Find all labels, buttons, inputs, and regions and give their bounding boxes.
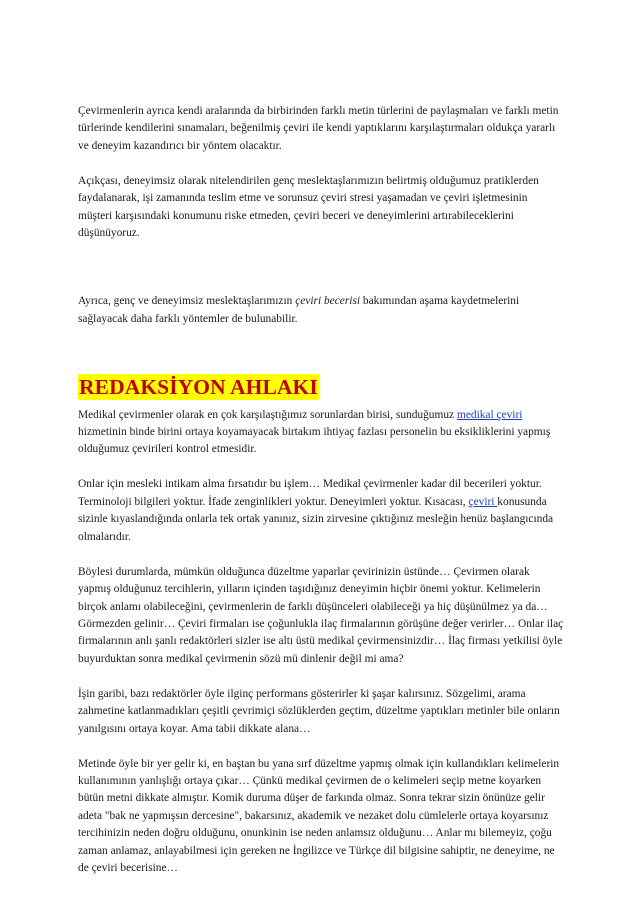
paragraph-7: İşin garibi, bazı redaktörler öyle ilginç performans gösterirler ki şaşar kalırsınız. Sözgelimi, arama zahmetine katlanmadıkları çeşitli çevrimiçi sözlüklerden geçtim, düzeltme yaptıkları metinler bile onların yanılgısını ortaya koyar. Ama tabii dikkate alana… <box>78 687 560 735</box>
italic-term: çeviri becerisi <box>295 295 361 308</box>
paragraph-5-text-b: konusunda sizinle kıyaslandığında onlarla tek ortak yanınız, sizin zirvesine çıktığınız mesleğin henüz başlangıcında olmalarıdır. <box>78 495 554 543</box>
paragraph-5-text-a: Onlar için mesleki intikam alma fırsatıdır bu işlem… Medikal çevirmenler kadar dil becerileri yoktur. Terminoloji bilgileri yoktur. İfade zenginlikleri yoktur. Deneyimleri yoktur. Kısacası, <box>78 478 542 508</box>
paragraph-2: Açıkçası, deneyimsiz olarak nitelendirilen genç meslektaşlarımızın belirtmiş olduğumuz pratiklerden faydalanarak, işi zamanında teslim etme ve sorunsuz çeviri stresi yaşamadan ve çeviri işletmesinin müşteri karşısındaki konumunu riske etmeden, çeviri beceri ve deneyimlerini artırabileceklerini düşünüyoruz. <box>78 174 539 240</box>
paragraph-4-text-a: Medikal çevirmenler olarak en çok karşılaştığımız sorunlardan birisi, sunduğumuz <box>78 408 457 421</box>
ceviri-link[interactable]: çeviri <box>468 495 498 508</box>
document-body <box>78 103 564 877</box>
paragraph-4-text-b: hizmetinin binde birini ortaya koyamayacak birtakım ihtiyaç fazlası personelin bu eksikliklerini yapmış olduğumuz çevirileri kontrol etmesidir. <box>78 426 551 456</box>
medikal-ceviri-link[interactable]: medikal çeviri <box>456 408 523 421</box>
paragraph-3-text-b: bakımından aşama kaydetmelerini sağlayacak daha farklı yöntemler de bulunabilir. <box>78 295 520 325</box>
paragraph-8: Metinde öyle bir yer gelir ki, en baştan bu yana sırf düzeltme yapmış olmak için kullandıkları kelimelerin kullanımının yanlışlığı ortaya çıkar… Çünkü medikal çevirmen de o kelimeleri seçip metne koyarken bütün metni dikkate almıştır. Komik duruma düşer de farkında olmaz. Sonra tekrar sizin önünüze gelir adeta "bak ne yapmışsın dercesine", bakarsınız, akademik ve nezaket dolu cümlelerle ortaya koyarsınız tercihinizin neden doğru olduğunu, onunkinin ise neden anlamsız olduğunu… Anlar mı bilemeyiz, çoğu zaman anlamaz, anlayabilmesi için gereken ne İngilizce ve Türkçe dil bilgisine sahiptir, ne deneyime, ne de çeviri becerisine… <box>78 757 560 874</box>
paragraph-3 <box>78 293 564 328</box>
paragraph-3-text-a: Ayrıca, genç ve deneyimsiz meslektaşlarımızın <box>78 295 296 308</box>
section-heading: REDAKSİYON AHLAKI <box>79 375 318 400</box>
paragraph-5 <box>78 476 564 546</box>
paragraph-4 <box>78 407 564 459</box>
paragraph-6: Böylesi durumlarda, mümkün olduğunca düzeltme yaparlar çevirinizin üstünde… Çevirmen olarak yapmış olduğunuz tercihlerin, yılların içinden taşıdığınız deneyimin hiçbir önemi yoktur. Kelimelerin birçok anlamı olabileceğini, çevirmenlerin de farklı düşünceleri olabileceği ya hiç düşünülmez ya da… Görmezden gelinir… Çeviri firmaları ise çoğunlukla ilaç firmalarının görüşüne değer verirler… Onlar ilaç firmalarının anlı şanlı redaktörleri sizler ise altı üstü medikal çevirmensinizdir… İlaç firması yetkilisi öyle buyurduktan sonra medikal çevirmenin sözü mü dinlenir değil mi ama? <box>78 565 564 665</box>
paragraph-1: Çevirmenlerin ayrıca kendi aralarında da birbirinden farklı metin türlerini de paylaşmaları ve farklı metin türlerinde kendilerini sınamaları, beğenilmiş çeviri ile kendi yaptıklarını karşılaştırmaları oldukça yararlı ve deneyim kazandırıcı bir yöntem olacaktır. <box>78 105 559 152</box>
